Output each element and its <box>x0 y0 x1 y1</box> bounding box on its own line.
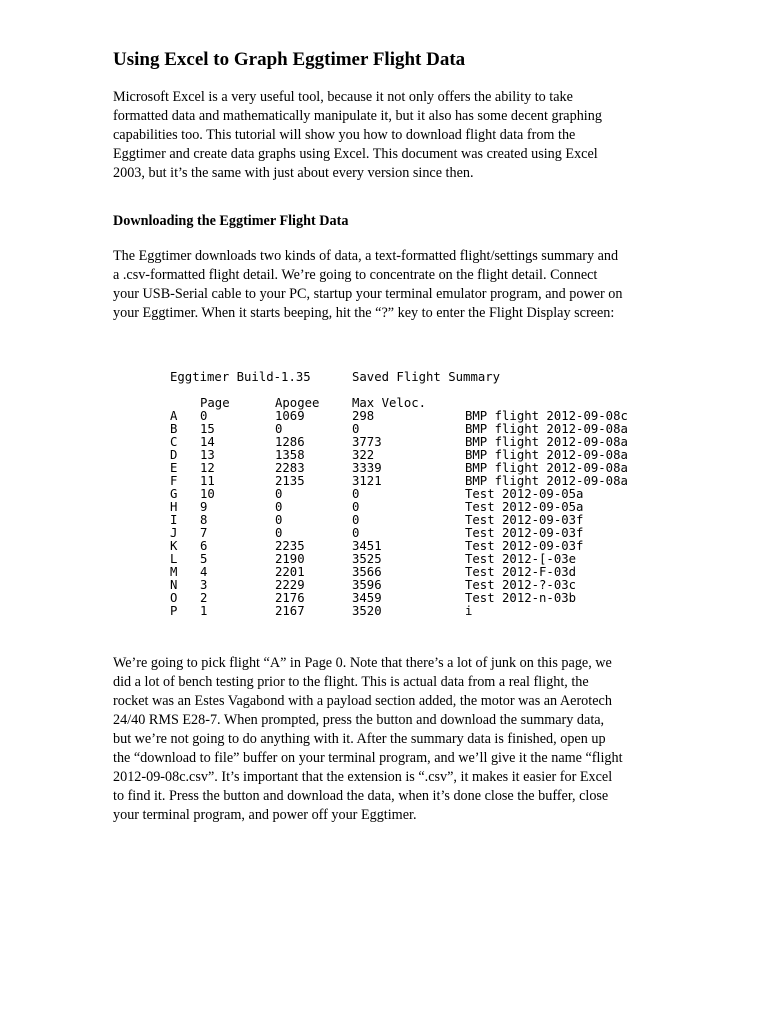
summary-label: Saved Flight Summary <box>352 370 501 384</box>
flight-desc: Test 2012-09-05a <box>465 500 584 514</box>
column-header-veloc: Max Veloc. <box>352 396 427 410</box>
text-line: formatted data and mathematically manipulate it, but it also has some decent graphing <box>113 108 602 124</box>
flight-veloc: 3459 <box>352 591 382 605</box>
flight-desc: Test 2012-n-03b <box>465 591 577 605</box>
flight-desc: BMP flight 2012-09-08c <box>465 409 628 423</box>
flight-veloc: 3121 <box>352 474 382 488</box>
flight-page: 11 <box>200 474 215 488</box>
column-header-apogee: Apogee <box>275 396 320 410</box>
text-line: 2012-09-08c.csv”. It’s important that the extension is “.csv”, it makes it easier for Excel <box>113 769 613 785</box>
flight-apogee: 2176 <box>275 591 305 605</box>
flight-letter: F <box>170 474 178 488</box>
flight-row <box>170 553 670 566</box>
text-line: rocket was an Estes Vagabond with a payload section added, the motor was an Aerotech <box>113 693 612 709</box>
flight-desc: Test 2012-09-03f <box>465 513 584 527</box>
flight-page: 0 <box>200 409 208 423</box>
flight-page: 5 <box>200 552 208 566</box>
flight-veloc: 0 <box>352 422 360 436</box>
flight-row <box>170 488 670 501</box>
terminal-header <box>170 371 670 387</box>
flight-apogee: 0 <box>275 500 283 514</box>
flight-veloc: 3525 <box>352 552 382 566</box>
flight-page: 10 <box>200 487 215 501</box>
flight-apogee: 0 <box>275 487 283 501</box>
text-line: 24/40 RMS E28-7. When prompted, press the button and download the summary data, <box>113 712 605 728</box>
flight-veloc: 3339 <box>352 461 382 475</box>
text-line: but we’re not going to do anything with it. After the summary data is finished, open up <box>113 731 606 747</box>
flight-desc: i <box>465 604 473 618</box>
flight-letter: D <box>170 448 178 462</box>
flight-page: 1 <box>200 604 208 618</box>
flight-desc: BMP flight 2012-09-08a <box>465 461 628 475</box>
section-heading: Downloading the Eggtimer Flight Data <box>113 213 349 229</box>
flight-desc: BMP flight 2012-09-08a <box>465 448 628 462</box>
build-label: Eggtimer Build-1.35 <box>170 370 311 384</box>
flight-desc: Test 2012-?-03c <box>465 578 577 592</box>
pick-flight-paragraph <box>113 654 653 825</box>
flight-veloc: 298 <box>352 409 375 423</box>
flight-apogee: 2229 <box>275 578 305 592</box>
flight-page: 4 <box>200 565 208 579</box>
flight-desc: Test 2012-F-03d <box>465 565 577 579</box>
flight-veloc: 3520 <box>352 604 382 618</box>
flight-letter: E <box>170 461 178 475</box>
text-line: did a lot of bench testing prior to the flight. This is actual data from a real flight, the <box>113 674 589 690</box>
flight-apogee: 2235 <box>275 539 305 553</box>
download-paragraph <box>113 247 653 323</box>
flight-desc: Test 2012-09-03f <box>465 539 584 553</box>
flight-veloc: 0 <box>352 513 360 527</box>
text-line: a .csv-formatted flight detail. We’re going to concentrate on the flight detail. Connect <box>113 267 598 283</box>
flight-veloc: 0 <box>352 500 360 514</box>
flight-page: 9 <box>200 500 208 514</box>
flight-letter: A <box>170 409 178 423</box>
text-line: 2003, but it’s the same with just about every version since then. <box>113 165 474 181</box>
flight-page: 6 <box>200 539 208 553</box>
flight-apogee: 2201 <box>275 565 305 579</box>
flight-desc: Test 2012-09-05a <box>465 487 584 501</box>
text-line: to find it. Press the button and download the data, when it’s done close the buffer, close <box>113 788 609 804</box>
text-line: Microsoft Excel is a very useful tool, because it not only offers the ability to take <box>113 89 573 105</box>
flight-apogee: 2190 <box>275 552 305 566</box>
flight-veloc: 3773 <box>352 435 382 449</box>
flight-letter: O <box>170 591 178 605</box>
flight-letter: G <box>170 487 178 501</box>
flight-apogee: 1286 <box>275 435 305 449</box>
flight-apogee: 2135 <box>275 474 305 488</box>
flight-page: 8 <box>200 513 208 527</box>
flight-letter: I <box>170 513 178 527</box>
flight-page: 7 <box>200 526 208 540</box>
terminal-listing <box>170 371 670 618</box>
flight-apogee: 1069 <box>275 409 305 423</box>
text-line: your terminal program, and power off your Eggtimer. <box>113 807 417 823</box>
flight-letter: B <box>170 422 178 436</box>
flight-row <box>170 592 670 605</box>
flight-letter: N <box>170 578 178 592</box>
flight-letter: M <box>170 565 178 579</box>
flight-veloc: 3451 <box>352 539 382 553</box>
flight-veloc: 3596 <box>352 578 382 592</box>
text-line: the “download to file” buffer on your terminal program, and we’ll give it the name “flight <box>113 750 623 766</box>
flight-apogee: 0 <box>275 526 283 540</box>
text-line: your Eggtimer. When it starts beeping, hit the “?” key to enter the Flight Display screen: <box>113 305 615 321</box>
flight-apogee: 0 <box>275 513 283 527</box>
flight-row <box>170 514 670 527</box>
flight-letter: K <box>170 539 178 553</box>
flight-row <box>170 527 670 540</box>
flight-desc: BMP flight 2012-09-08a <box>465 474 628 488</box>
column-header-page: Page <box>200 396 230 410</box>
flight-apogee: 0 <box>275 422 283 436</box>
text-line: Eggtimer and create data graphs using Excel. This document was created using Excel <box>113 146 598 162</box>
flight-row <box>170 501 670 514</box>
flight-apogee: 2283 <box>275 461 305 475</box>
text-line: We’re going to pick flight “A” in Page 0. Note that there’s a lot of junk on this page, we <box>113 655 612 671</box>
flight-page: 14 <box>200 435 215 449</box>
flight-page: 15 <box>200 422 215 436</box>
flight-desc: BMP flight 2012-09-08a <box>465 422 628 436</box>
flight-row <box>170 475 670 488</box>
flight-veloc: 0 <box>352 487 360 501</box>
text-line: The Eggtimer downloads two kinds of data, a text-formatted flight/settings summary and <box>113 248 619 264</box>
flight-letter: L <box>170 552 178 566</box>
flight-letter: C <box>170 435 178 449</box>
flight-row <box>170 566 670 579</box>
flight-desc: BMP flight 2012-09-08a <box>465 435 628 449</box>
flight-letter: J <box>170 526 178 540</box>
document-title: Using Excel to Graph Eggtimer Flight Data <box>113 49 466 70</box>
flight-apogee: 2167 <box>275 604 305 618</box>
flight-page: 13 <box>200 448 215 462</box>
flight-page: 2 <box>200 591 208 605</box>
flight-row <box>170 579 670 592</box>
flight-veloc: 3566 <box>352 565 382 579</box>
flight-row <box>170 540 670 553</box>
flight-desc: Test 2012-09-03f <box>465 526 584 540</box>
flight-letter: H <box>170 500 178 514</box>
flight-page: 3 <box>200 578 208 592</box>
intro-paragraph <box>113 88 653 183</box>
flight-veloc: 0 <box>352 526 360 540</box>
text-line: your USB-Serial cable to your PC, startup your terminal emulator program, and power on <box>113 286 623 302</box>
flight-desc: Test 2012-[-03e <box>465 552 577 566</box>
flight-row <box>170 605 670 618</box>
flight-letter: P <box>170 604 178 618</box>
text-line: capabilities too. This tutorial will show you how to download flight data from the <box>113 127 576 143</box>
flight-page: 12 <box>200 461 215 475</box>
flight-apogee: 1358 <box>275 448 305 462</box>
flight-veloc: 322 <box>352 448 375 462</box>
